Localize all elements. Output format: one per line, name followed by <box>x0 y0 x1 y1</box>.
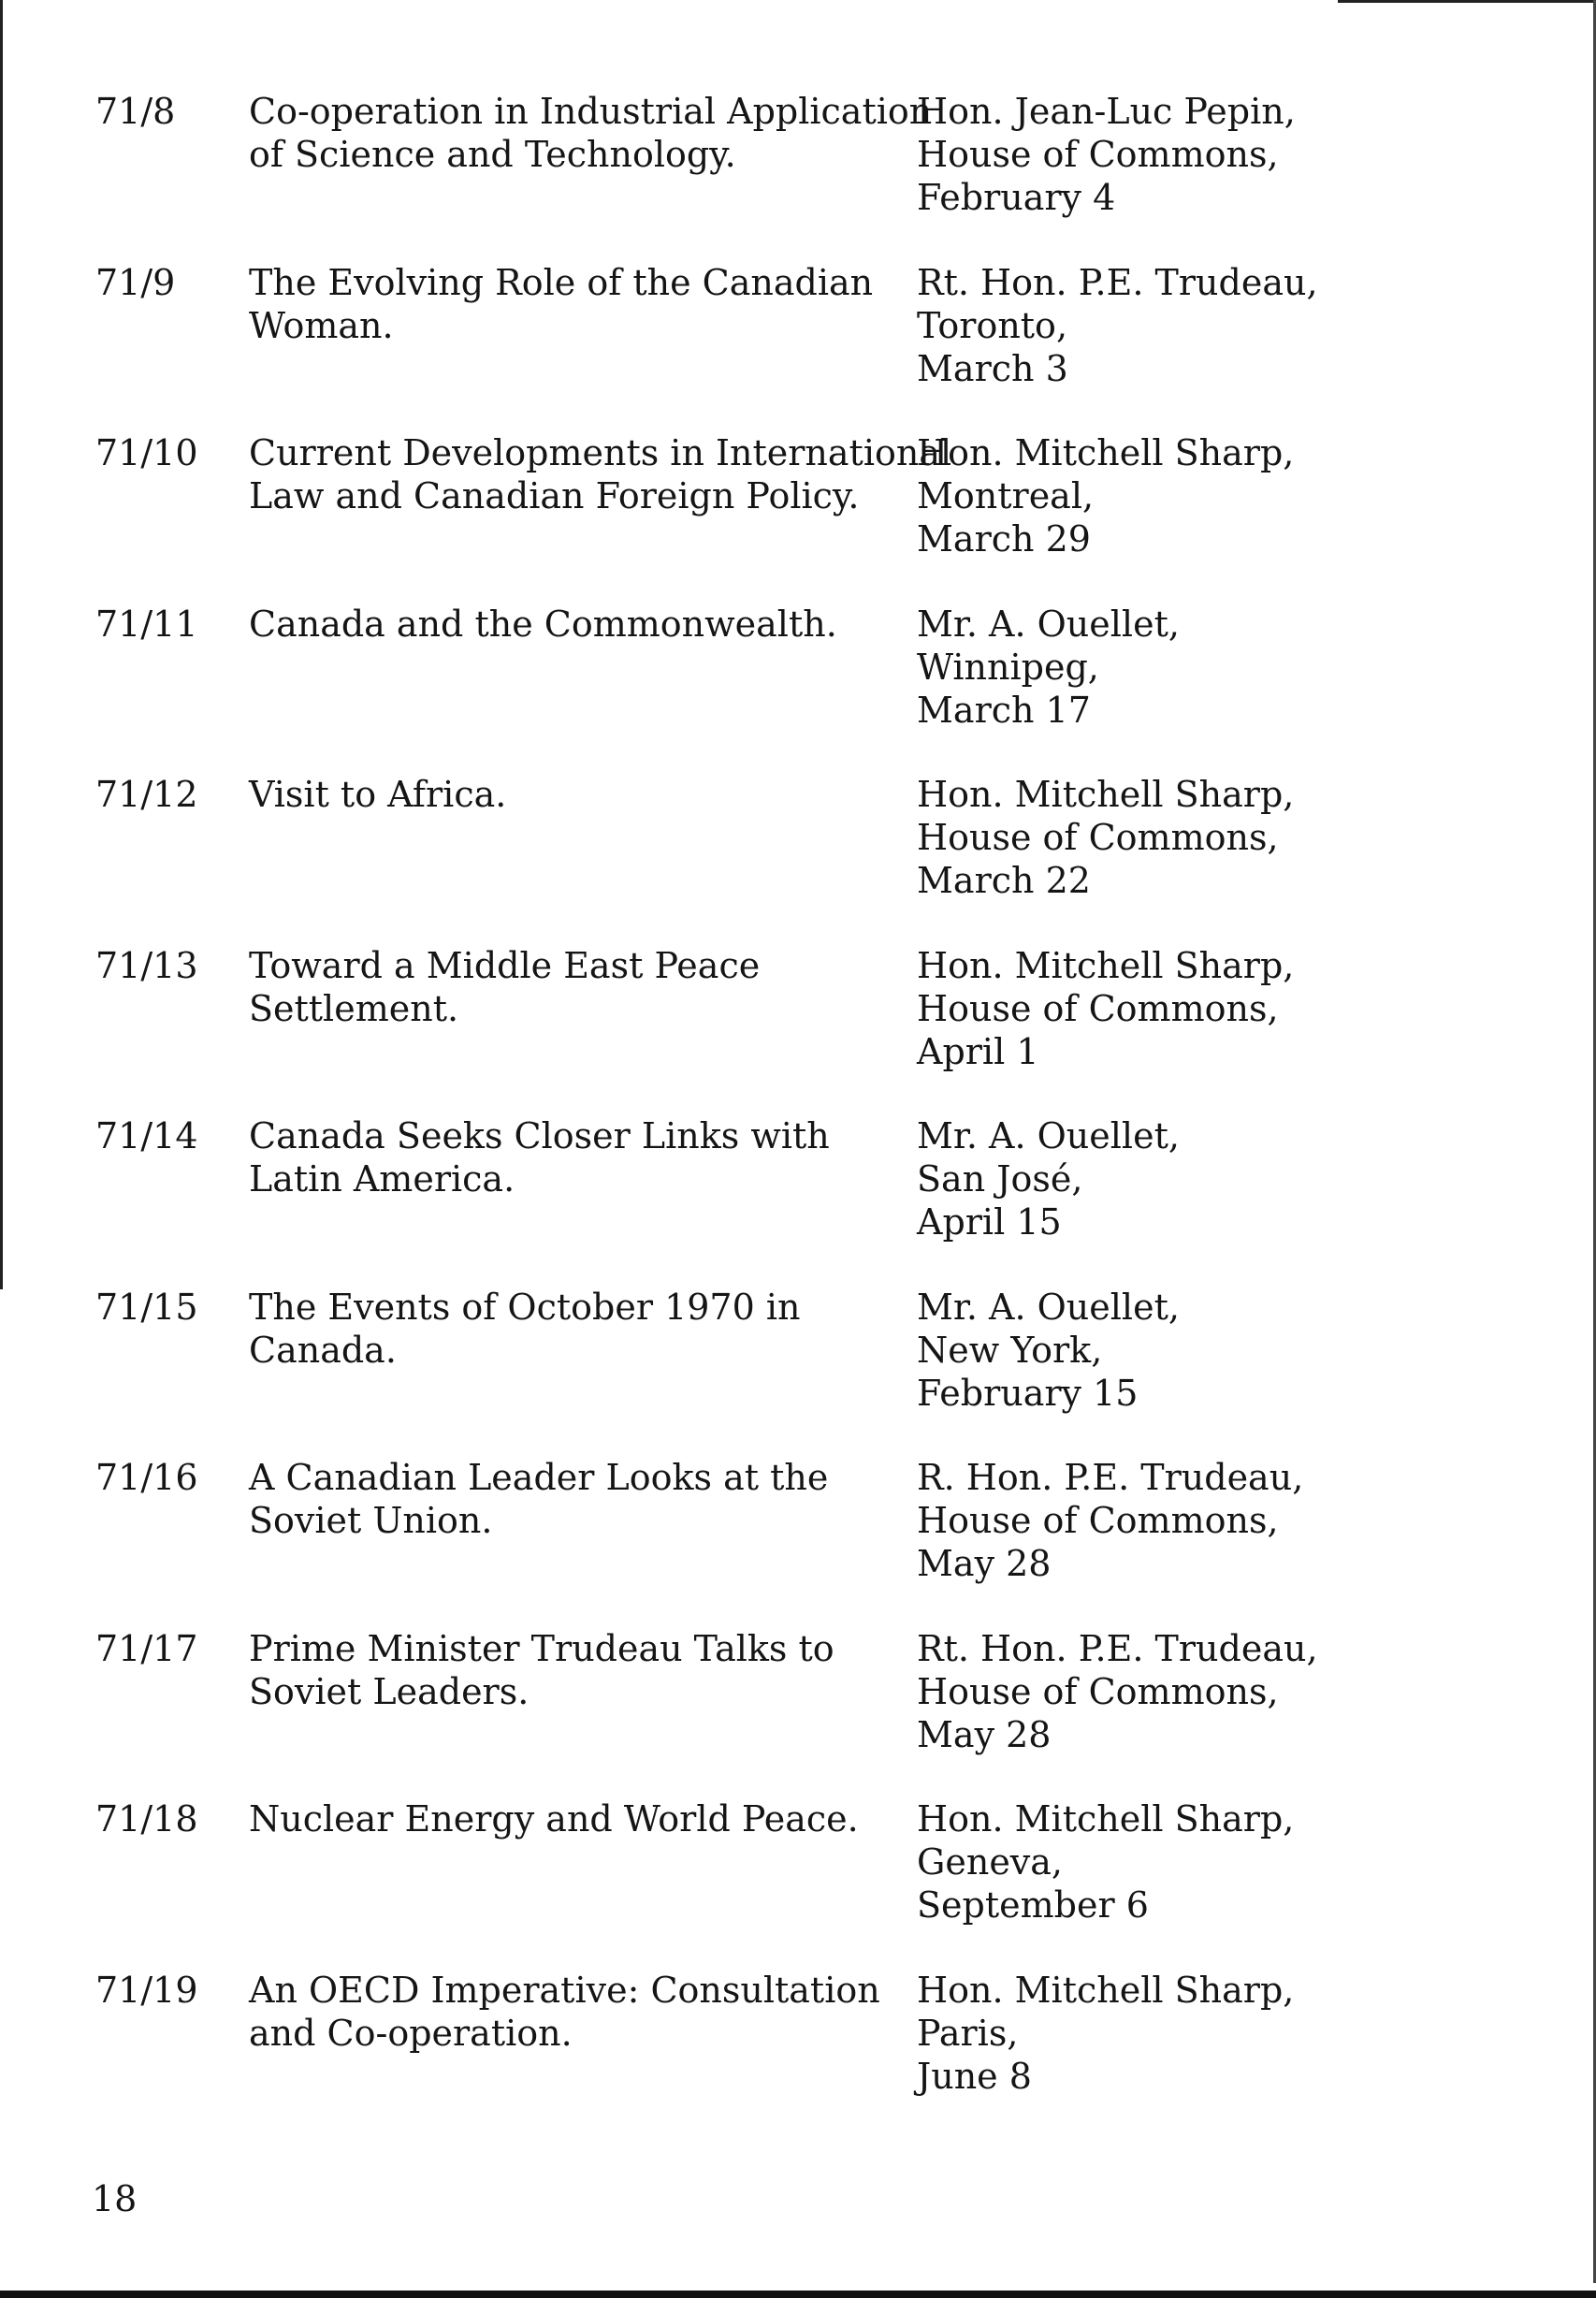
entry-speaker-line: Rt. Hon. P.E. Trudeau, <box>917 261 1318 303</box>
entry-title-line: Woman. <box>249 304 394 346</box>
entry-speaker <box>917 773 1403 902</box>
entry-speaker-line: House of Commons, <box>917 817 1279 858</box>
entry-speaker-line: House of Commons, <box>917 1670 1279 1712</box>
entry-speaker-line: San José, <box>917 1158 1083 1200</box>
entry-number: 71/16 <box>95 1457 198 1498</box>
entry-speaker-line: Hon. Mitchell Sharp, <box>917 944 1295 986</box>
entry-title-line: The Events of October 1970 in <box>249 1286 801 1328</box>
entry-title-line: Canada and the Commonwealth. <box>249 603 837 645</box>
entry-speaker-line: Winnipeg, <box>917 646 1099 688</box>
entry-title <box>249 944 904 1030</box>
entry-speaker <box>917 1797 1403 1927</box>
entry-speaker <box>917 90 1403 219</box>
entry-title-line: Canada Seeks Closer Links with <box>249 1115 830 1156</box>
entry-speaker-line: Mr. A. Ouellet, <box>917 603 1180 645</box>
entry-speaker-line: June 8 <box>917 2055 1032 2097</box>
entry-speaker-line: February 4 <box>917 177 1116 218</box>
entry-speaker-line: R. Hon. P.E. Trudeau, <box>917 1457 1304 1498</box>
entry-title <box>249 1969 904 2055</box>
entry-title <box>249 1114 904 1200</box>
entry-title <box>249 431 952 517</box>
entry-title-line: Soviet Union. <box>249 1500 493 1541</box>
entry-title-line: Canada. <box>249 1329 397 1371</box>
entry-title <box>249 1286 904 1372</box>
entry-speaker <box>917 1286 1403 1415</box>
entry-title <box>249 90 933 176</box>
entry-speaker-line: Hon. Mitchell Sharp, <box>917 432 1295 473</box>
entry-title-line: Nuclear Energy and World Peace. <box>249 1798 859 1840</box>
entry-title <box>249 1456 904 1542</box>
entry-speaker-line: Hon. Mitchell Sharp, <box>917 774 1295 815</box>
entry-speaker-line: March 29 <box>917 518 1091 560</box>
entry-title <box>249 603 904 646</box>
entry-number: 71/19 <box>95 1969 198 2011</box>
entry-title-line: An OECD Imperative: Consultation <box>249 1969 880 2011</box>
entry-number: 71/18 <box>95 1798 198 1840</box>
entry-speaker <box>917 1456 1403 1585</box>
entry-speaker-line: Mr. A. Ouellet, <box>917 1115 1180 1156</box>
entry-speaker-line: March 3 <box>917 347 1068 389</box>
scan-edge-left <box>0 0 3 1289</box>
entry-title <box>249 1627 904 1713</box>
entry-speaker-line: House of Commons, <box>917 134 1279 175</box>
entry-title-line: The Evolving Role of the Canadian <box>249 261 874 303</box>
entry-title-line: Current Developments in International <box>249 432 952 473</box>
scan-edge-bottom <box>0 2291 1596 2298</box>
entry-number: 71/12 <box>95 774 198 815</box>
entry-speaker-line: Hon. Mitchell Sharp, <box>917 1798 1295 1840</box>
entry-speaker-line: House of Commons, <box>917 987 1279 1029</box>
entry-speaker-line: Geneva, <box>917 1841 1064 1883</box>
entry-speaker-line: May 28 <box>917 1713 1052 1755</box>
entry-number: 71/8 <box>95 91 176 132</box>
entry-speaker <box>917 944 1403 1073</box>
entry-speaker-line: Hon. Mitchell Sharp, <box>917 1969 1295 2011</box>
entry-speaker-line: February 15 <box>917 1372 1139 1414</box>
entry-speaker-line: House of Commons, <box>917 1500 1279 1541</box>
entry-speaker <box>917 1114 1403 1244</box>
entry-speaker-line: March 22 <box>917 860 1091 901</box>
entry-speaker <box>917 261 1403 390</box>
entry-speaker-line: May 28 <box>917 1543 1052 1584</box>
entry-number: 71/10 <box>95 432 198 473</box>
scan-edge-top <box>1338 0 1596 3</box>
entry-speaker-line: September 6 <box>917 1884 1149 1926</box>
entry-number: 71/9 <box>95 261 176 303</box>
entry-speaker-line: Montreal, <box>917 475 1095 516</box>
entry-title-line: Visit to Africa. <box>249 774 507 815</box>
entry-speaker <box>917 1969 1403 2098</box>
entry-speaker-line: Mr. A. Ouellet, <box>917 1286 1180 1328</box>
entry-title-line: Prime Minister Trudeau Talks to <box>249 1627 834 1669</box>
entry-title <box>249 261 904 347</box>
entry-title-line: Toward a Middle East Peace <box>249 944 761 986</box>
entry-number: 71/15 <box>95 1286 198 1328</box>
entry-speaker-line: Paris, <box>917 2012 1019 2054</box>
entry-title-line: Settlement. <box>249 987 459 1029</box>
entry-title-line: Soviet Leaders. <box>249 1670 530 1712</box>
entry-speaker <box>917 431 1403 560</box>
entry-speaker-line: Rt. Hon. P.E. Trudeau, <box>917 1627 1318 1669</box>
entry-title-line: Law and Canadian Foreign Policy. <box>249 475 860 516</box>
entry-title-line: of Science and Technology. <box>249 134 736 175</box>
entry-title-line: A Canadian Leader Looks at the <box>249 1457 829 1498</box>
entry-title-line: Co-operation in Industrial Application <box>249 91 933 132</box>
entry-speaker-line: April 15 <box>917 1201 1062 1243</box>
entry-title <box>249 1797 904 1840</box>
entry-title <box>249 773 904 816</box>
entry-number: 71/11 <box>95 603 198 645</box>
entry-speaker <box>917 1627 1403 1756</box>
entry-speaker-line: Toronto, <box>917 304 1068 346</box>
entry-title-line: and Co-operation. <box>249 2012 573 2054</box>
entry-speaker-line: Hon. Jean-Luc Pepin, <box>917 91 1296 132</box>
entry-speaker-line: New York, <box>917 1329 1103 1371</box>
page-number: 18 <box>92 2178 138 2219</box>
entry-speaker-line: April 1 <box>917 1030 1039 1072</box>
entry-speaker-line: March 17 <box>917 689 1091 731</box>
entry-number: 71/17 <box>95 1627 198 1669</box>
entry-speaker <box>917 603 1403 732</box>
entry-number: 71/13 <box>95 944 198 986</box>
entry-number: 71/14 <box>95 1115 198 1156</box>
entry-title-line: Latin America. <box>249 1158 515 1200</box>
